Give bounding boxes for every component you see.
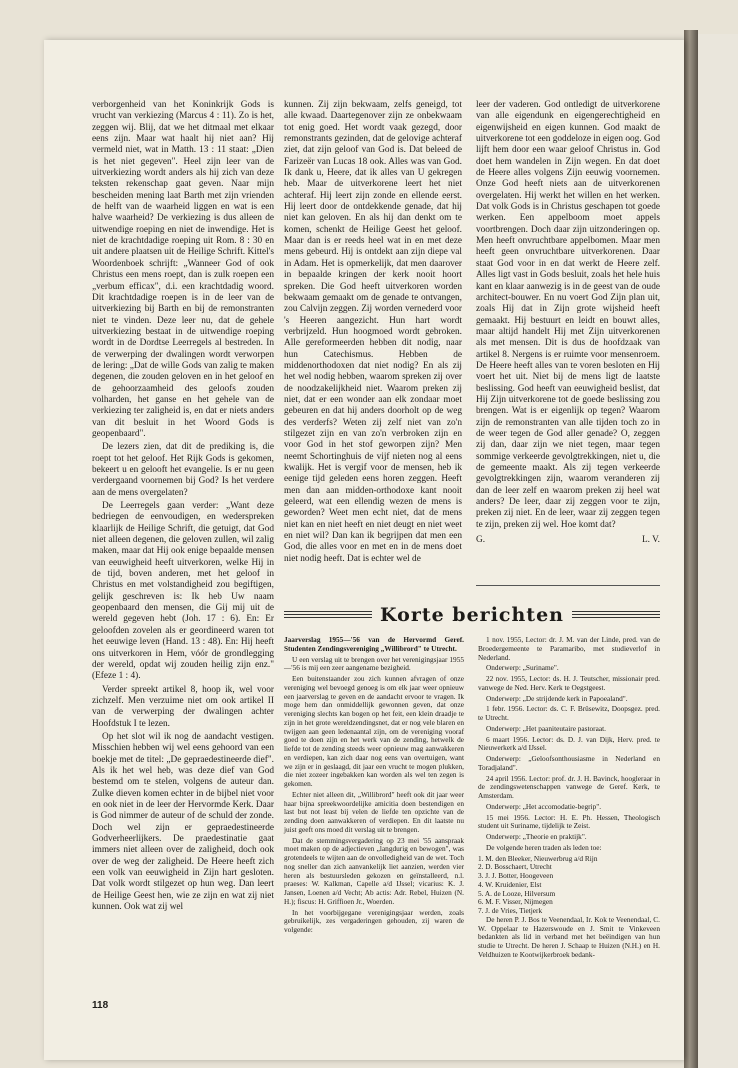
paragraph: De heren P. J. Bos te Veenendaal, Ir. Kok te Veenendaal, C. W. Oppelaar te Hazerswoude en J. Smit te Vinkeveen bedankten als lid in verband met het beëindigen van hun studie te Utrecht. De heren J. Schaap te Huizen (N.H.) en H. Veldhuizen te Kootwijkerbroek bedank- [478, 914, 660, 959]
signature [476, 535, 660, 546]
schedule-item: Onderwerp: „Het paaniteutaire pastoraat. [486, 723, 606, 733]
member-item: 7. J. de Vries, Tietjerk [478, 906, 543, 915]
member-item: 2. D. Bosschaert, Utrecht [478, 862, 552, 872]
adjacent-page-edge [698, 34, 738, 1068]
member-item: 1. M. den Bleeker, Nieuwerbrug a/d Rijn [478, 853, 598, 863]
schedule-item: Onderwerp: „De strijdende kerk in Papoealand". [486, 693, 628, 703]
paragraph: leer der vaderen. God ontledigt de uitverkorene van alle eigendunk en eigengerechtigheid en eigenwijsheid en eigen kunnen. God maakt de uitverkorene tot een goddeloze in eigen oog. God lijft hem door een waar geloof Christus in. God doet hem wandelen in Zijn wegen. En dat doet de Heere alles volgens Zijn eeuwig voornemen. Onze God heeft niets aan de uitverkorenen overgelaten. Hij werkt het willen en het werken. Dat volk Gods is in Christus geschapen tot goede werken. Een appelboom moet appels voortbrengen. Doch daar zijn uitzonderingen op. Men heeft onvruchtbare appelbomen. Maar men heeft geen onvruchtbare uitverkorenen. Daar staat God voor in en dat werkt de Heere zelf. Alles ligt vast in Gods besluit, zoals het hele huis kant en klaar aanwezig is in de geest van de oude architect-bouwer. En nu voert God Zijn plan uit, zoals Hij dat in Zijn grote wijsheid heeft gemaakt. Hij bestuurt en leidt en bouwt alles, maar altijd handelt Hij met Zijn uitverkorenen als met mensen. Dit is dus de hoofdzaak van artikel 8. Nergens is er ruimte voor mensenroem. De Heere heeft alles van te voren besloten en Hij voert het uit. Niet bij de mens ligt de laatste beslissing. God heeft van eeuwigheid beslist, dat Hij Zijn uitverkorene tot de goede beslissing zou brengen. Wat is er eigenlijk op tegen? Waarom zijn de remonstranten van alle tijden toch zo in de weer tegen de God aller genade? O, zeggen zij dan, daar zijn we niet tegen, maar tegen sommige verkeerde gevolgtrekkingen, niet u, die de gemeente maakt. Als zij tegen verkeerde gevolgtrekkingen zijn, waarom veranderen zij dan de leer zelf en waarom preken zij heel wat anders? De leer, daar zij zeggen voor te zijn, preken zij niet. En de leer, waar zij zeggen tegen te zijn, preken zij wel. Hoe komt dat? [476, 100, 660, 530]
schedule-item: 1 febr. 1956. Lector: ds. C. F. Brüsewitz, Doopsgez. pred. te Utrecht. [478, 704, 660, 722]
paragraph: Echter niet alleen dit, „Willibrord" heeft ook dit jaar weer haar bijna spreekwoordelijke amicitia doen bestendigen en last but not least bij velen de liefde ten opzichte van de zending doen aanwakkeren of verdiepen. En dit laatste nu juist geeft ons moed dit verslag uit te brengen. [284, 789, 464, 834]
signature-initial: G. [476, 535, 486, 546]
report-heading: Jaarverslag 1955—'56 van de Hervormd Geref. Studenten Zendingsvereniging „Willibrord" te Utrecht. [284, 635, 464, 653]
column-2 [284, 100, 462, 567]
paragraph: De Leerregels gaan verder: „Want deze bedriegen de eenvoudigen, en wederspreken klaarlijk de Heilige Schrift, die getuigt, dat God niet alleen degenen, die geloven zullen, wil zalig maken, maar dat Hij ook enige bepaalde mensen van eeuwigheid heeft uitverkoren, welke Hij in de tijd, boven anderen, met het geloof in Christus en met volstandigheid zou begiftigen, gelijk geschreven is: Ik heb Uw naam geopenbaard den mensen, die Gij mij uit de wereld gegeven hebt (Joh. 17 : 6). En: Er geloofden zovelen als er geordineerd waren tot het eeuwige leven (Hand. 13 : 48). En: Hij heeft ons uitverkoren in Hem, vóór de grondlegging der wereld, opdat wij zouden heilig zijn enz." (Efeze 1 : 4). [92, 501, 274, 682]
members-intro: De volgende heren traden als leden toe: [486, 842, 602, 852]
section-banner [284, 602, 660, 628]
schedule-item: Onderwerp: „Geloofsonthousiasme in Nederland en Toradjaland". [478, 754, 660, 772]
schedule-item: Onderwerp: „Het accomodatie-begrip". [486, 801, 602, 811]
members-list [478, 855, 660, 916]
paragraph: Verder spreekt artikel 8, hoop ik, wel voor zichzelf. Men verzuime niet om ook artikel II van de verwerping der dwalingen achter Hoofdstuk I te lezen. [92, 684, 274, 729]
divider [476, 585, 660, 586]
schedule-item: 6 maart 1956. Lector: ds. D. J. van Dijk, Herv. pred. te Nieuwerkerk a/d IJssel. [478, 734, 660, 753]
book-spine [684, 30, 698, 1068]
section-title: Korte berichten [380, 604, 564, 626]
paragraph: verborgenheid van het Koninkrijk Gods is vrucht van verkiezing (Marcus 4 : 11). Zo is het, zeggen wij. Blij, dat we het ditmaal met elkaar eens zijn. Maar wat haalt hij niet aan? Hij vermeld niet, wat in Matth. 13 : 11 staat: „Dien is het niet gegeven". Heel zijn leer van de uitverkiezing wordt anders als hij zich van deze teksten rekenschap gaat geven. Naar mijn bescheiden mening laat Barth met zijn vrienden de helft van de waarheid liggen en wat is een halve waarheid? De verkiezing is dus alleen de uitwendige roeping en niet de inwendige. Het is niet de krachtdadige roeping uit Rom. 8 : 30 en uit andere plaatsen uit de Heilige Schrift. Kittel's Woordenboek schrijft: „Wanneer God of ook Christus een mens roept, dan is zulk roepen een „verbum efficax", d.i. een krachtdadig woord. Dit krachtdadige roepen is in de leer van de uitverkiezing bij Barth en bij de remonstranten niet te vinden. Deze leer nu, dat de gehele uitverkiezing bestaat in de uitwendige roeping wordt in de Dordtse Leerregels al bestreden. In de verwerping der dwalingen wordt verworpen de lering: „Dat de wille Gods van zalig te maken degenen, die zouden geloven en in het geloof en de gehoorzaamheid des geloofs zouden volharden, het ganse en het gehele van de verkiezing ter zaligheid is, en dat er niets anders van dit besluit in het Woord Gods is geopenbaard". [92, 100, 274, 439]
schedule-item: Onderwerp: „Theorie en praktijk". [486, 832, 587, 841]
member-item: 6. M. F. Visser, Nijmegen [478, 897, 553, 907]
column-1 [92, 100, 274, 915]
member-item: 5. A. de Looze, Hilversum [478, 888, 556, 898]
member-item: 3. J. J. Botter, Hoogeveen [478, 871, 554, 880]
report-column-2 [478, 636, 660, 962]
banner-rule-right [572, 611, 660, 619]
paragraph: Op het slot wil ik nog de aandacht vestigen. Misschien hebben wij wel eens gehoord van een boekje met de titel: „De gepraedestineerde dief". Als ik het wel heb, was deze dief van God bestemd om te stelen, volgens de auteur dan. Zulke dieven komen echter in de bijbel niet voor en ook niet in de leer der Hervormde Kerk. Daar is God nimmer de auteur of de schuld der zonde. Doch wel zijn er gepraedestineerde Godverheerlijkers. De praedestinatie gaat immers niet alleen over de zaligheid, doch ook over de weg der zaligheid. De Heere heeft zich een volk van eeuwigheid in Zijn hart gesloten. Dat volk wordt stilgezet op hun weg. Dan leert de Heilige Geest hen, wie ze zijn en wat zij niet kunnen. Ook wat zij wel [92, 731, 274, 913]
paragraph: Dat de stemmingsvergadering op 23 mei '55 aanspraak moet maken op de adjectieven „langdurig en bewogen", was grotendeels te wijten aan de onvolledigheid van de wet. Toch nog sneller dan zich aanvankelijk liet aanzien, werden vier heren als bestuursleden gekozen en geïnstalleerd, n.l. praeses: W. Kalkman, Capelle a/d IJssel; vicarius: K. J. Jansen, Loenen a/d Vecht; Ab actis: Adr. Rebel, Huizen (N. H.); fiscus: H. Griffioen Jr., Woerden. [284, 835, 464, 906]
schedule-item: 24 april 1956. Lector: prof. dr. J. H. Bavinck, hoogleraar in de zendingswetenschappen vanwege de Geref. Kerk, te Amsterdam. [478, 773, 660, 800]
paragraph: Een buitenstaander zou zich kunnen afvragen of onze vereniging wel bevoegd genoeg is om elk jaar weer opnieuw een jaarverslag te geven en de aandacht ervoor te vragen. Ik moge hem dan onmiddellijk gewonnen geven, dat onze vereniging slechts kan bogen op het feit, een klein draadje te zijn in het grote wereldzendingsnet, dat er nog vele blaren en twijgen aan geen ledenaantal zijn, om de vereniging vooraf goed te doen zijn en het werk van de zending, hetwelk de liefde tot de zending steeds weer opnieuw mag aanwakkeren en verdiepen, kan zich daar nog eens van overtuigen, want we zijn er in geslaagd, dit jaar een vrucht te mogen plukken, die niet zozeer ingebakken kan worden als wel ten zegen is gekomen. [284, 674, 464, 788]
schedule-item: 1 nov. 1955, Lector: dr. J. M. van der Linde, pred. van de Broedergemeente te Paramaribo, met studieverlof in Nederland. [478, 635, 660, 662]
paragraph: kunnen. Zij zijn bekwaam, zelfs geneigd, tot alle kwaad. Daartegenover zijn ze onbekwaam tot enig goed. Het wordt vaak gezegd, door remonstrants gezinden, dat de gelovige achteraf ziet, dat zijn geloof van God is. Dat beleed de Farizeër van Lucas 18 ook. Alles was van God. Ik dank u, Heere, dat ik alles van U gekregen heb. Maar de uitverkorene leert het niet achteraf. Hij leert zijn zonde en ellende eerst. Hij leert door de ontdekkende genade, dat hij niet kan geloven. En als hij dan denkt om te komen, schenkt de Heilige Geest het geloof. Maar dan is er reeds heel wat in en met deze mens gebeurd. Hij is ontdekt aan zijn diepe val in Adam. Het is opmerkelijk, dat men daarover in bepaalde kringen der kerk nooit hoort spreken. Die God heeft uitverkoren worden bekwaam gemaakt om de genade te ontvangen, zou Calvijn zeggen. Zij worden vernederd voor 's Heeren aangezicht. Hun hart wordt verbrijzeld. Hun hoogmoed wordt gebroken. Alle gereformeerden hebben dit nodig, naar hun Catechismus. Hebben de middenorthodoxen dat niet nodig? En als zij het wel nodig hebben, waarom spreken zij over de noodzakelijkheid niet. Waarom preken zij niet, dat er een wonder aan elk zondaar moet gebeuren en dat hij anders doorholt op de weg des verderfs? Weten zij zelf niet van zo'n stilgezet zijn en van zo'n verbroken zijn en voor God in het stof geworpen zijn? Men neemt Schortinghuis de vijf nieten nog al eens kwalijk. Het is vergif voor de mensen, heb ik eenige tijd geleden eens horen zeggen. Heeft men dan aan midden-orthodoxe kant nooit geleerd, wat een ellendig wezen de mens is geworden? Weet men echt niet, dat de mens niet kan en niet heeft en niet deugt en niet weet en niet wil? Dan kan ik begrijpen dat men een God, die alles voor en met en in de mens doet niet nodig heeft. Dat is echter wel de [284, 100, 462, 564]
page-number: 118 [92, 1000, 109, 1011]
paragraph: U een verslag uit te brengen over het verenigingsjaar 1955—'56 is mij een zeer aangename bezigheid. [284, 654, 464, 673]
schedule-item: 15 mei 1956. Lector: H. E. Ph. Hessen, Theologisch student uit Suriname, tijdelijk te Zeist. [478, 812, 660, 831]
column-3 [476, 100, 660, 546]
paragraph: De lezers zien, dat dit de prediking is, die roept tot het geloof. Het Rijk Gods is gekomen, bekeert u en gelooft het evangelie. Is er nu geen verdergaand voornemen bij God? Is het verdere aan de mens overgelaten? [92, 442, 274, 498]
banner-rule-left [284, 611, 372, 619]
report-column-1 [284, 636, 464, 937]
signature-author: L. V. [642, 535, 660, 546]
member-item: 4. W. Kruidenier, Elst [478, 879, 542, 889]
paragraph: In het voorbijgegane verenigingsjaar werden, zoals gebruikelijk, zes vergaderingen gehouden, zij waren de volgende: [284, 907, 464, 934]
schedule-item: 22 nov. 1955, Lector: ds. H. J. Teutscher, missionair pred. vanwege de Ned. Herv. Kerk te Oegstgeest. [478, 674, 660, 692]
schedule-item: Onderwerp: „Suriname". [486, 663, 559, 673]
